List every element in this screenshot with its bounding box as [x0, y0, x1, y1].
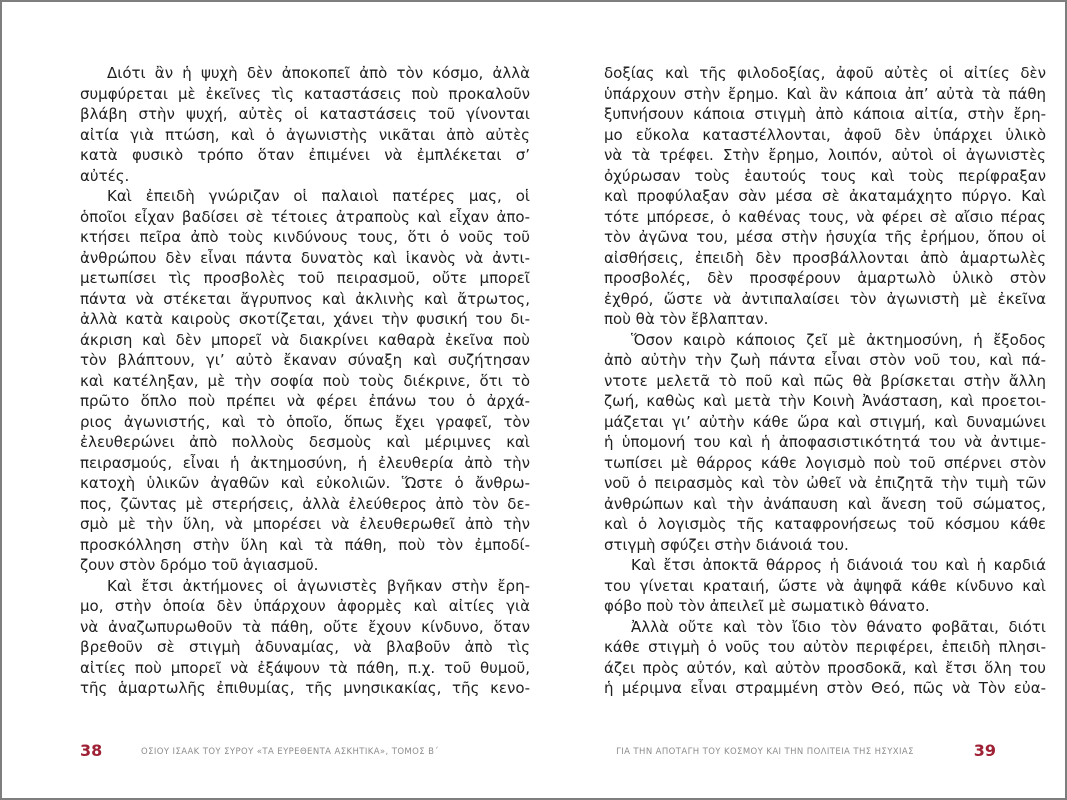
paragraph [604, 555, 1046, 617]
text-line: τῆς ἁμαρτωλῆς ἐπιθυμίας, τῆς μνησικακίας, τῆς κενο- [80, 679, 530, 697]
text-line: στιγμὴ σφύζει στὴν διάνοιά του. [604, 535, 849, 554]
right-page-footer [604, 743, 1046, 763]
text-line: ντοτε μελετᾶ τὸ ποῦ καὶ πῶς θὰ βρίσκεται στὴν ἄλλη [604, 371, 1046, 390]
left-page-number: 38 [80, 741, 103, 760]
text-line: πάντα νὰ στέκεται ἄγρυπνος καὶ ἀκλινὴς καὶ ἄτρωτος, [80, 289, 530, 308]
text-line: πρῶτο ὅπλο ποὺ πρέπει νὰ φέρει ἐπάνω του ὁ ἀρχά- [80, 392, 530, 410]
text-line: ζουν στὸν δρόμο τοῦ ἁγιασμοῦ. [80, 556, 319, 574]
text-line: ποὺ θὰ τὸν ἔβλαπταν. [604, 310, 769, 328]
text-line: καὶ προφύλαξαν σὰν μέσα σὲ ἀκαταμάχητο πύργο. Καὶ [604, 187, 1046, 205]
text-line: Καὶ ἐπειδὴ γνώριζαν οἱ παλαιοὶ πατέρες μας, οἱ [107, 187, 530, 205]
paragraph [80, 63, 530, 186]
text-line: ἡ ὑπομονή του καὶ ἡ ἀποφασιστικότητά του νὰ ἀντιμε- [604, 433, 1046, 451]
text-line: σμὸ μὲ τὴν ὕλη, νὰ μπορέσει νὰ ἐλευθερωθεῖ ἀπὸ τὴν [80, 515, 530, 533]
text-line: κατοχὴ ὑλικῶν ἀγαθῶν καὶ εὐκολιῶν. Ὥστε ὁ ἄνθρω- [80, 474, 530, 492]
paragraph [80, 186, 530, 576]
left-page-footer [80, 743, 530, 763]
text-line: Καὶ ἔτσι ἀκτήμονες οἱ ἀγωνιστὲς βγῆκαν στὴν ἔρη- [107, 576, 530, 595]
text-line: ἐλευθερώνει ἀπὸ πολλοὺς δεσμοὺς καὶ μέριμνες καὶ [80, 433, 530, 451]
text-line: ριος ἀγωνιστής, καὶ τὸ ὁποῖο, ὅπως ἔχει γραφεῖ, τὸν [80, 412, 530, 431]
text-line: μάζεται γι’ αὐτὴν κάθε ὥρα καὶ στιγμή, καὶ δυναμώνει [604, 412, 1046, 431]
paragraph [604, 617, 1046, 699]
text-line: βρεθοῦν σὲ στιγμὴ ἀδυναμίας, νὰ βλαβοῦν ἀπὸ τὶς [80, 638, 530, 656]
text-line: ζωή, καθὼς καὶ μετὰ τὴν Κοινὴ Ἀνάσταση, καὶ προετοι- [604, 392, 1046, 410]
text-line: αὐτές. [80, 166, 130, 185]
text-line: μετωπίσει τὶς προσβολὲς τοῦ πειρασμοῦ, οὔτε μπορεῖ [80, 269, 530, 287]
text-line: συμφύρεται μὲ ἐκεῖνες τὶς καταστάσεις ποὺ προκαλοῦν [80, 84, 530, 103]
right-running-title: ΓΙΑ ΤΗΝ ΑΠΟΤΑΓΗ ΤΟΥ ΚΟΣΜΟΥ ΚΑΙ ΤΗΝ ΠΟΛΙΤΕΙΑ ΤΗΣ ΗΣΥΧΙΑΣ [616, 747, 914, 757]
text-line: μο εὔκολα καταστέλλονται, ἀφοῦ δὲν ὑπάρχει ὑλικὸ [604, 125, 1046, 144]
right-page-text [604, 63, 1046, 699]
text-line: ὑπάρχουν στὴν ἔρημο. Καὶ ἂν κάποια ἀπ’ αὐτὰ τὰ πάθη [604, 84, 1046, 103]
text-line: νὰ τὰ τρέφει. Στὴν ἔρημο, λοιπόν, αὐτοὶ οἱ ἀγωνιστὲς [604, 146, 1046, 164]
text-line: άζει πρὸς αὐτόν, καὶ αὐτὸν προσδοκᾶ, καὶ ἔτσι ὅλη του [604, 658, 1046, 677]
text-line: προσκόλληση στὴν ὕλη καὶ τὰ πάθη, ποὺ τὸν ἐμποδί- [80, 535, 530, 554]
text-line: κατὰ φυσικὸ τρόπο ὅταν ἐπιμένει νὰ ἐμπλέκεται σ’ [80, 146, 530, 164]
text-line: δοξίας καὶ τῆς φιλοδοξίας, ἀφοῦ αὐτὲς οἱ αἰτίες δὲν [604, 64, 1046, 82]
text-line: τωπίσει μὲ θάρρος κάθε λογισμὸ ποὺ τοῦ σπέρνει στὸν [604, 453, 1046, 472]
text-line: νοῦ ὁ πειρασμὸς καὶ τὸν ὠθεῖ νὰ ἐπιζητᾶ τὴν τιμὴ τῶν [604, 474, 1046, 492]
text-line: προσβολές, δὲν προσφέρουν ἁμαρτωλὸ ὑλικὸ στὸν [604, 269, 1046, 287]
text-line: ὁποῖοι εἶχαν βαδίσει σὲ τέτοιες ἀτραποὺς καὶ εἶχαν ἀπο- [80, 207, 530, 226]
text-line: φόβο ποὺ τὸν ἀπειλεῖ μὲ σωματικὸ θάνατο. [604, 597, 930, 615]
text-line: βλάβη στὴν ψυχή, αὐτὲς οἱ καταστάσεις τοῦ γίνονται [80, 105, 530, 123]
text-line: ἐχθρό, ὥστε νὰ ἀντιπαλαίσει τὸν ἀγωνιστὴ μὲ ἐκεῖνα [604, 289, 1046, 308]
text-line: τὸν ἀγῶνα του, μέσα στὴν ἡσυχία τῆς ἐρήμου, ὅπου οἱ [604, 228, 1046, 246]
text-line: Ἀλλὰ οὔτε καὶ τὸν ἴδιο τὸν θάνατο φοβᾶται, διότι [631, 617, 1046, 636]
text-line: Διότι ἂν ἡ ψυχὴ δὲν ἀποκοπεῖ ἀπὸ τὸν κόσμο, ἀλλὰ [107, 64, 530, 82]
text-line: μο, στὴν ὁποία δὲν ὑπάρχουν ἀφορμὲς καὶ αἰτίες γιὰ [80, 597, 530, 615]
text-line: αἰτίες ποὺ μπορεῖ νὰ ἐξάψουν τὰ πάθη, π.χ. τοῦ θυμοῦ, [80, 658, 530, 677]
left-page-text [80, 63, 530, 699]
text-line: κάθε στιγμὴ ὁ νοῦς του αὐτὸν περιφέρει, ἐπειδὴ πλησι- [604, 638, 1046, 656]
paragraph [604, 330, 1046, 556]
text-line: κτήσει πεῖρα ἀπὸ τοὺς κινδύνους τους, ὅτι ὁ νοῦς τοῦ [80, 228, 530, 246]
text-line: καὶ κατέληξαν, μὲ τὴν σοφία ποὺ τοὺς διέκρινε, ὅτι τὸ [80, 371, 530, 390]
text-line: καὶ ὁ λογισμὸς τῆς καταφρονήσεως τοῦ κόσμου κάθε [604, 515, 1046, 533]
text-line: ἡ μέριμνα εἶναι στραμμένη στὸν Θεό, πῶς νὰ Τὸν εὐα- [604, 679, 1046, 697]
text-line: αἰσθήσεις, ἐπειδὴ δὲν προσβάλλονται ἀπὸ ἁμαρτωλὲς [604, 248, 1046, 267]
text-line: πειρασμούς, εἶναι ἡ ἀκτημοσύνη, ἡ ἐλευθερία ἀπὸ τὴν [80, 453, 530, 472]
text-line: ὀχύρωσαν τοὺς ἑαυτούς τους καὶ τοὺς περίφραξαν [604, 166, 1046, 185]
text-line: ἀνθρώπου δὲν εἶναι πάντα δυνατὸς καὶ ἱκανὸς νὰ ἀντι- [80, 248, 530, 267]
text-line: άκριση καὶ δὲν μπορεῖ νὰ διακρίνει καθαρὰ ἐκεῖνα ποὺ [80, 330, 530, 349]
text-line: τότε μπόρεσε, ὁ καθένας τους, νὰ φέρει σὲ αἴσιο πέρας [604, 207, 1046, 226]
right-page-number: 39 [973, 741, 996, 760]
text-line: ξυπνήσουν κάποια στιγμὴ ἀπὸ κάποια αἰτία, στὴν ἔρη- [604, 105, 1046, 123]
text-line: νὰ ἀναζωπυρωθοῦν τὰ πάθη, οὔτε ἔχουν κίνδυνο, ὅταν [80, 617, 530, 636]
left-running-title: ΟΣΙΟΥ ΙΣΑΑΚ ΤΟΥ ΣΥΡΟΥ «ΤΑ ΕΥΡΕΘΕΝΤΑ ΑΣΚΗΤΙΚΑ», ΤΟΜΟΣ Β´ [141, 747, 439, 757]
text-line: ἀπὸ αὐτὴν τὴν ζωὴ πάντα εἶναι στὸν νοῦ του, καὶ πά- [604, 351, 1046, 369]
text-line: του γίνεται κραταιή, ὥστε νὰ ἀψηφᾶ κάθε κίνδυνο καὶ [604, 576, 1046, 595]
text-line: ἀλλὰ κατὰ καιροὺς σκοτίζεται, χάνει τὴν φυσική του δι- [80, 310, 530, 328]
paragraph [80, 576, 530, 699]
text-line: αἰτία γιὰ πτώση, καὶ ὁ ἀγωνιστὴς νικᾶται ἀπὸ αὐτὲς [80, 125, 530, 144]
text-line: πος, ζῶντας μὲ στερήσεις, ἀλλὰ ἐλεύθερος ἀπὸ τὸν δε- [80, 494, 530, 513]
text-line: Ὅσον καιρὸ κάποιος ζεῖ μὲ ἀκτημοσύνη, ἡ ἔξοδος [631, 330, 1046, 349]
text-line: Καὶ ἔτσι ἀποκτᾶ θάρρος ἡ διάνοιά του καὶ ἡ καρδιά [631, 556, 1046, 574]
paragraph [604, 63, 1046, 330]
text-line: τὸν βλάπτουν, γι’ αὐτὸ ἔκαναν σύναξη καὶ συζήτησαν [80, 351, 530, 369]
text-line: ἀνθρώπων καὶ τὴν ἀνάπαυση καὶ ἄνεση τοῦ σώματος, [604, 494, 1046, 513]
